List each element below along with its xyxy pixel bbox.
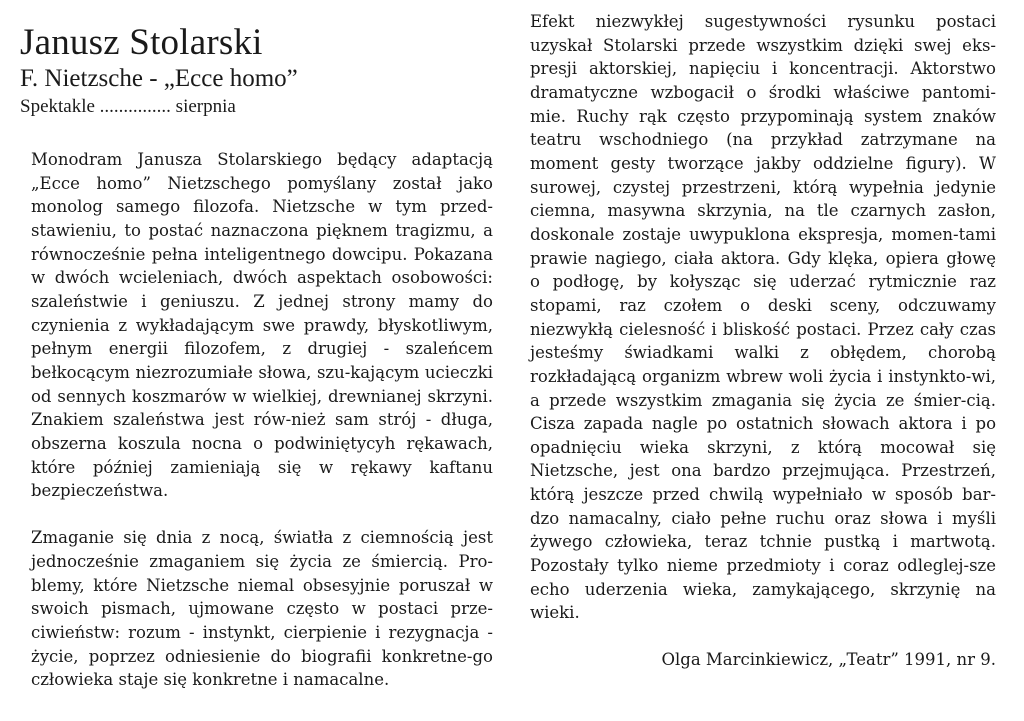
paragraph-2-text: Zmaganie się dnia z nocą, światła z ciemnością jest jednocześnie zmaganiem się życia ze śmiercią. Pro-blemy, które Nietzsche niemal obsesyjnie poruszał w swoich pismach, ujmowane często w postaci prze-ciwieństw: rozum - instynkt, cierpienie i rezygnacja - życie, poprzez odniesienie do biografii konkretne-go człowieka staje się konkretne i namacalne.	[31, 528, 493, 690]
paragraph-1-text: Monodram Janusza Stolarskiego będący adaptacją „Ecce homo” Nietzschego pomyślany został jako monolog samego filozofa. Nietzsche w tym przed-stawieniu, to postać naznaczona pięknem tragizmu, a równocześnie pełna inteligentnego dowcipu. Pokazana w dwóch wcieleniach, dwóch aspektach osobowości: szaleństwie i geniuszu. Z jednej strony mamy do czynienia z wykładającym swe prawdy, błyskotliwym, pełnym energii filozofem, z drugiej - szaleńcem bełkocącym niezrozumiałe słowa, szu-kającym ucieczki od sennych koszmarów w wielkiej, drewnianej skrzyni. Znakiem szaleństwa jest rów-nież sam strój - długa, obszerna koszula nocna o podwiniętycyh rękawach, które później zamieniają się w rękawy kaftanu bezpieczeństwa.	[31, 150, 493, 501]
right-column	[530, 10, 996, 672]
play-title: F. Nietzsche - „Ecce homo”	[20, 65, 298, 92]
left-column	[20, 22, 493, 692]
article-paragraph-2	[31, 526, 493, 692]
paragraph-3-text: Efekt niezwykłej sugestywności rysunku postaci uzyskał Stolarski przede wszystkim dzięki swej eks-presji aktorskiej, napięciu i koncentracji. Aktorstwo dramatyczne wzbogacił o środki właściwe pantomi-mie. Ruchy rąk często przypominają system znaków teatru wschodniego (na przykład zatrzymane na moment gesty tworzące jakby oddzielne figury). W surowej, czystej przestrzeni, którą wypełnia jedynie ciemna, masywna skrzynia, na tle czarnych zasłon, doskonale zostaje uwypuklona ekspresja, momen-tami prawie nagiego, ciała aktora. Gdy klęka, opiera głowę o podłogę, by kołysząc się uderzać rytmicznie raz stopami, raz czołem o deski sceny, odczuwamy niezwykłą cielesność i bliskość postaci. Przez cały czas jesteśmy świadkami walki z obłędem, chorobą rozkładającą organizm wbrew woli życia i instynkto-wi, a przede wszystkim zmagania się życia ze śmier-cią. Cisza zapada nagle po ostatnich słowach aktora i po opadnięciu wieka skrzyni, z którą mocował się Nietzsche, jest ona bardzo przejmująca. Przestrzeń, którą jeszcze przed chwilą wypełniało w sposób bar-dzo namacalny, ciało pełne ruchu oraz słowa i myśli żywego człowieka, teraz tchnie pustką i martwotą. Pozostały tylko nieme przedmioty i coraz odleglej-sze echo uderzenia wieka, zamykającego, skrzynię na wieki.	[530, 12, 996, 623]
date-line: Spektakle ............... sierpnia	[20, 96, 236, 117]
article-credit: Olga Marcinkiewicz, „Teatr” 1991, nr 9.	[661, 650, 996, 670]
article-paragraph-3	[530, 10, 996, 625]
article-paragraph-1	[31, 148, 493, 503]
author-name: Janusz Stolarski	[20, 22, 263, 63]
